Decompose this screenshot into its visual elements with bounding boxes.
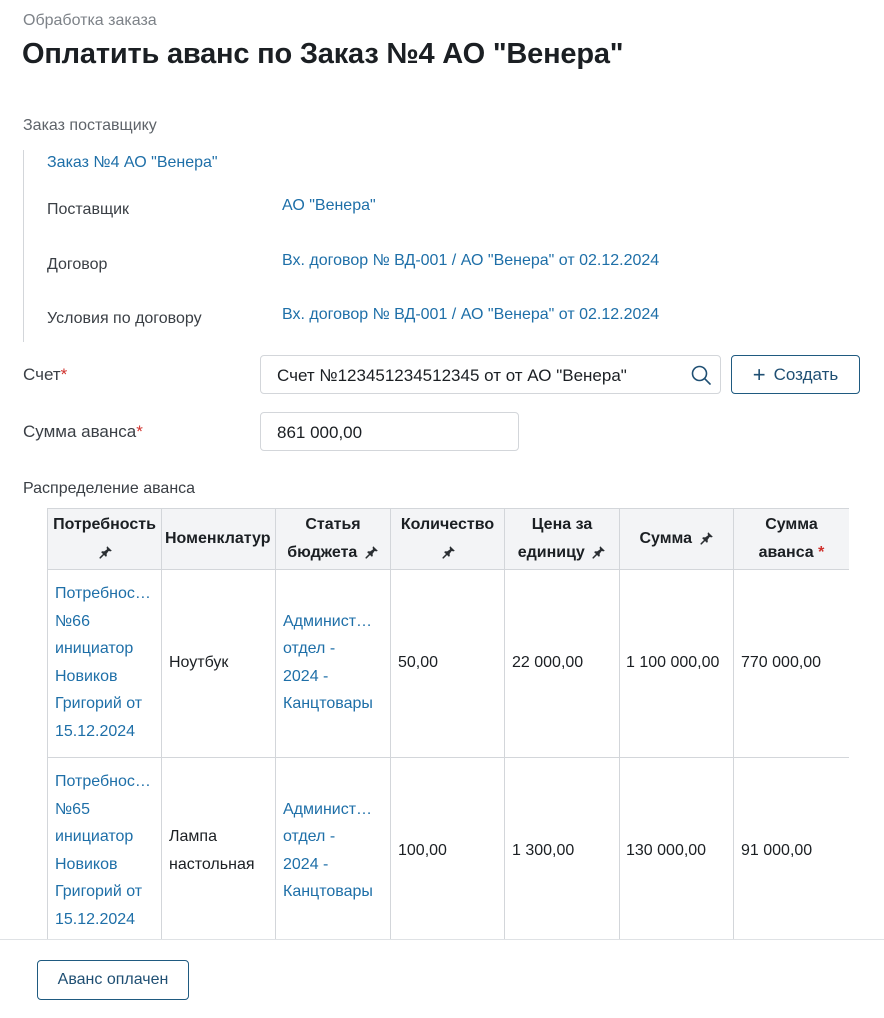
need-cell[interactable]	[48, 570, 162, 758]
required-mark: *	[818, 544, 825, 561]
cell-text: Григорий от	[55, 695, 143, 712]
cell-text: Канцтовары	[283, 695, 373, 712]
column-header-price[interactable]	[505, 509, 620, 570]
pin-icon[interactable]	[365, 545, 379, 559]
pin-icon[interactable]	[700, 531, 714, 545]
distribution-table	[47, 508, 849, 939]
column-header-budget[interactable]	[276, 509, 391, 570]
invoice-label	[23, 365, 67, 385]
footer-divider	[0, 939, 884, 940]
cell-text: Григорий от	[55, 883, 143, 900]
table-header-row	[48, 509, 850, 570]
column-header-label: единицу	[517, 544, 585, 561]
invoice-input[interactable]	[260, 355, 721, 394]
invoice-value: Счет №123451234512345 от от АО "Венера"	[277, 366, 627, 385]
cell-text: отдел -	[283, 828, 336, 845]
cell-text: 15.12.2024	[55, 910, 136, 928]
budget-cell[interactable]	[276, 570, 391, 758]
advance-amount-label	[23, 422, 143, 442]
column-header-label: аванса	[758, 544, 814, 561]
nomenclature-cell	[162, 570, 276, 758]
cell-text: инициатор	[55, 640, 134, 657]
table-row	[48, 758, 850, 940]
contract-terms-link[interactable]: Вх. договор № ВД-001 / АО "Венера" от 02.12.2024	[282, 306, 660, 323]
column-header-sum[interactable]	[620, 509, 734, 570]
sum-cell: 130 000,00	[620, 758, 734, 940]
supplier-link[interactable]: АО "Венера"	[282, 197, 376, 214]
column-header-label: бюджета	[287, 544, 358, 561]
cell-text: инициатор	[55, 828, 134, 845]
create-button-label: Создать	[773, 364, 839, 384]
cell-text: Админист…	[283, 612, 373, 630]
column-header-advance[interactable]	[734, 509, 850, 570]
cell-text: отдел -	[283, 640, 336, 657]
create-invoice-button[interactable]	[731, 355, 860, 394]
advance-cell[interactable]: 91 000,00	[734, 758, 850, 940]
cell-text: 2024 -	[283, 855, 329, 873]
advance-amount-label-text: Сумма аванса	[23, 422, 137, 441]
pin-icon[interactable]	[442, 545, 456, 559]
quantity-cell: 50,00	[391, 570, 505, 758]
table-row	[48, 570, 850, 758]
required-mark: *	[136, 422, 143, 441]
price-cell: 1 300,00	[505, 758, 620, 940]
distribution-section-label: Распределение аванса	[23, 480, 196, 497]
cell-text: Ноутбук	[169, 653, 229, 671]
cell-text: №65	[55, 800, 90, 818]
cell-text: настольная	[169, 855, 255, 873]
contract-link[interactable]: Вх. договор № ВД-001 / АО "Венера" от 02.12.2024	[282, 252, 660, 269]
search-icon[interactable]	[690, 364, 712, 386]
column-header-label: Номенклатур	[165, 530, 271, 547]
column-header-label: Цена за	[531, 516, 593, 533]
cell-text: Админист…	[283, 800, 373, 818]
cell-text: Новиков	[55, 667, 118, 685]
column-header-label: Сумма	[765, 516, 818, 533]
cell-text: Потребнос…	[55, 585, 151, 602]
contract-terms-label: Условия по договору	[47, 310, 202, 327]
pin-icon[interactable]	[99, 545, 113, 559]
supplier-order-block	[23, 150, 723, 342]
required-mark: *	[60, 365, 68, 384]
cell-text: Потребнос…	[55, 773, 151, 790]
cell-text: №66	[55, 612, 90, 630]
column-header-need[interactable]	[48, 509, 162, 570]
order-link[interactable]: Заказ №4 АО "Венера"	[47, 154, 218, 171]
cell-text: Новиков	[55, 855, 118, 873]
column-header-label: Количество	[400, 516, 495, 533]
contract-label: Договор	[47, 256, 108, 273]
need-cell[interactable]	[48, 758, 162, 940]
quantity-cell: 100,00	[391, 758, 505, 940]
cell-text: Лампа	[169, 828, 217, 845]
supplier-label: Поставщик	[47, 201, 130, 218]
advance-cell[interactable]: 770 000,00	[734, 570, 850, 758]
supplier-order-section-label: Заказ поставщику	[23, 117, 157, 134]
nomenclature-cell	[162, 758, 276, 940]
column-header-label: Статья	[305, 516, 361, 533]
price-cell: 22 000,00	[505, 570, 620, 758]
advance-amount-value: 861 000,00	[277, 423, 363, 442]
invoice-label-text: Счет	[23, 365, 61, 384]
column-header-nomenclature[interactable]	[162, 509, 276, 570]
advance-amount-input[interactable]	[260, 412, 519, 451]
column-header-label: Потребность	[53, 516, 156, 533]
budget-cell[interactable]	[276, 758, 391, 940]
sum-cell: 1 100 000,00	[620, 570, 734, 758]
column-header-label: Сумма	[639, 530, 693, 547]
column-header-quantity[interactable]	[391, 509, 505, 570]
advance-paid-button[interactable]: Аванс оплачен	[37, 960, 189, 1000]
cell-text: Канцтовары	[283, 883, 373, 900]
breadcrumb: Обработка заказа	[23, 12, 157, 29]
cell-text: 2024 -	[283, 667, 329, 685]
pin-icon[interactable]	[592, 545, 606, 559]
plus-icon: +	[752, 361, 766, 387]
page-title: Оплатить аванс по Заказ №4 АО "Венера"	[22, 38, 624, 70]
distribution-table-wrap[interactable]	[47, 508, 849, 939]
cell-text: 15.12.2024	[55, 722, 136, 740]
